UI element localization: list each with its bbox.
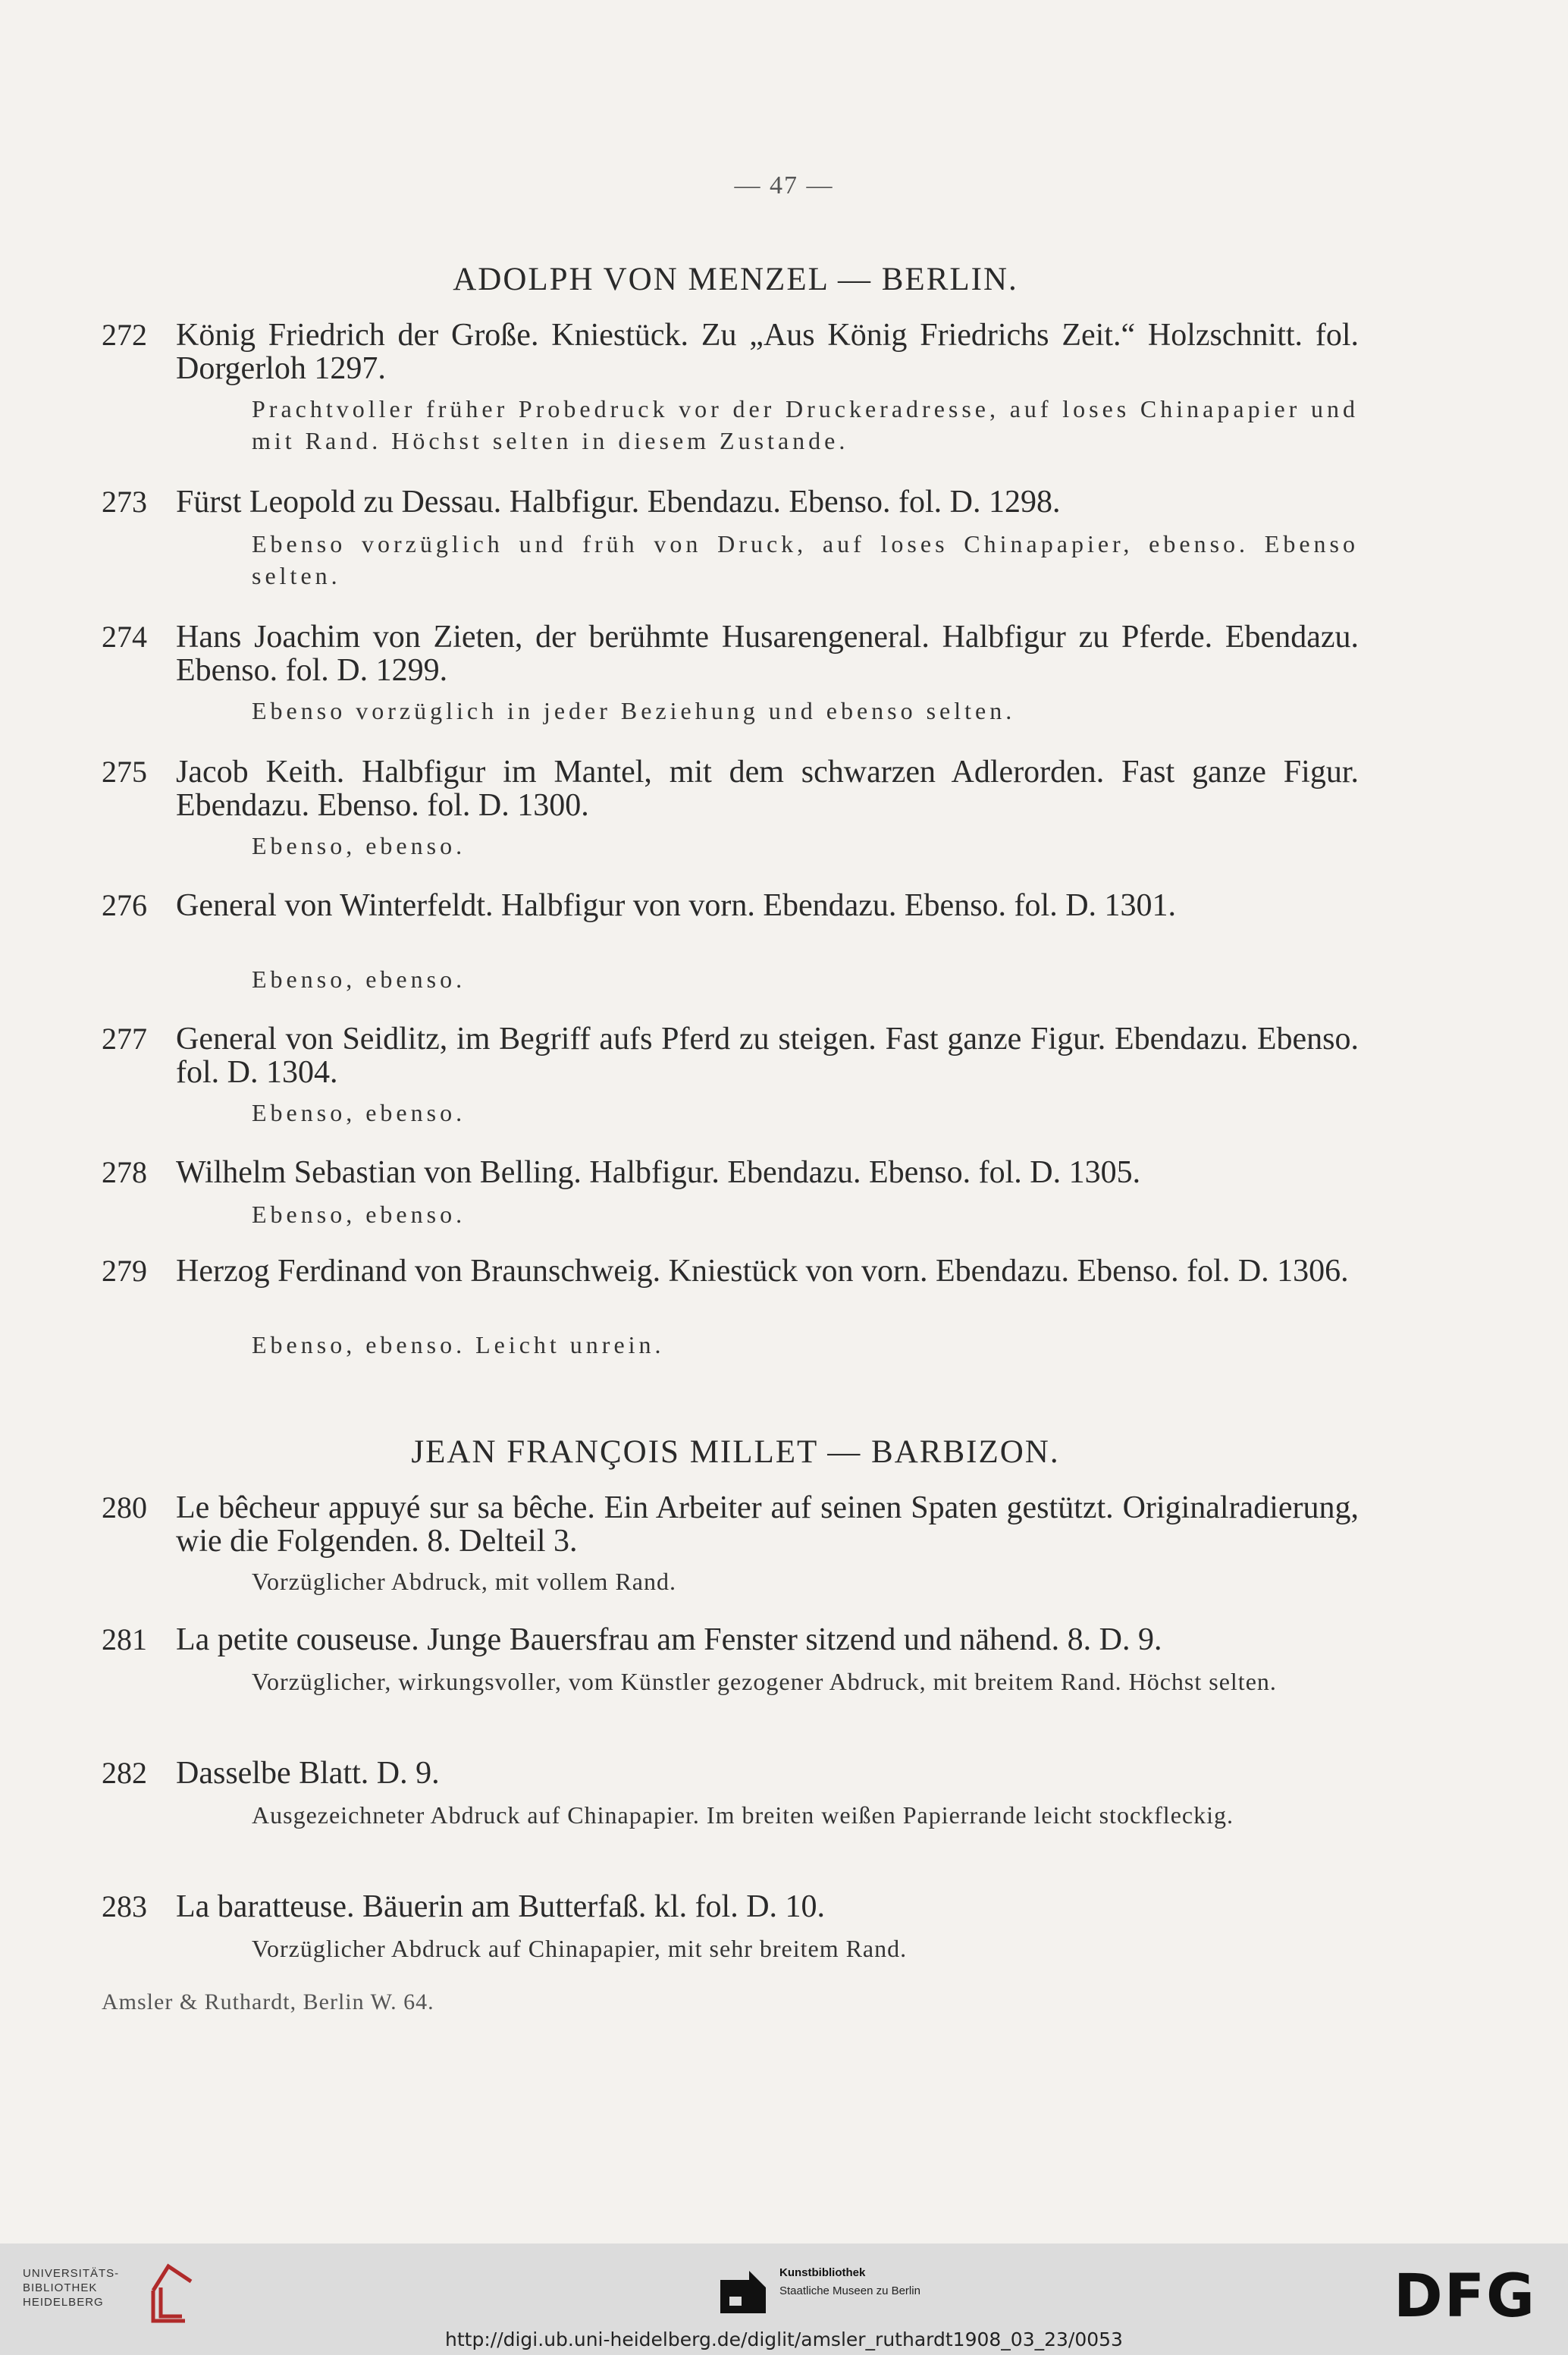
section-title-menzel: ADOLPH VON MENZEL — BERLIN. xyxy=(453,262,1018,297)
section-title-millet: JEAN FRANÇOIS MILLET — BARBIZON. xyxy=(411,1434,1060,1470)
entry-note: Ebenso vorzüglich und früh von Druck, auf loses Chinapapier, ebenso. Ebenso selten. xyxy=(252,530,1359,589)
entry-description: General von Seidlitz, im Begriff aufs Pferd zu steigen. Fast ganze Figur. Ebendazu. Ebenso. fol. D. 1304. xyxy=(176,1022,1359,1090)
printer-imprint: Amsler & Ruthardt, Berlin W. 64. xyxy=(102,1989,434,2014)
entry-description: König Friedrich der Große. Kniestück. Zu „Aus König Friedrichs Zeit.“ Holzschnitt. fol. Dorgerloh 1297. xyxy=(176,318,1359,386)
entry-note: Ebenso, ebenso. Leicht unrein. xyxy=(252,1331,665,1358)
entry-number: 283 xyxy=(102,1889,147,1923)
entry-description: Jacob Keith. Halbfigur im Mantel, mit dem schwarzen Adlerorden. Fast ganze Figur. Ebendazu. Ebenso. fol. D. 1300. xyxy=(176,755,1359,823)
entry-number: 278 xyxy=(102,1155,147,1189)
entry-description: Le bêcheur appuyé sur sa bêche. Ein Arbeiter auf seinen Spaten gestützt. Originalradierung, wie die Folgenden. 8. Delteil 3. xyxy=(176,1490,1359,1559)
entry-description: Dasselbe Blatt. D. 9. xyxy=(176,1756,440,1791)
kunstbibliothek-icon xyxy=(719,2269,767,2315)
entry-note: Ebenso, ebenso. xyxy=(252,966,466,993)
page-number: — 47 — xyxy=(734,171,834,199)
kunstbibliothek-logo[interactable] xyxy=(719,2260,1022,2313)
entry-number: 281 xyxy=(102,1622,147,1656)
entry-number: 276 xyxy=(102,888,147,922)
university-library-name: UNIVERSITÄTS- BIBLIOTHEK HEIDELBERG xyxy=(23,2267,120,2309)
library-building-icon xyxy=(138,2260,199,2325)
entry-number: 274 xyxy=(102,620,147,654)
entry-note: Vorzüglicher Abdruck auf Chinapapier, mit sehr breitem Rand. xyxy=(252,1935,908,1962)
entry-number: 282 xyxy=(102,1756,147,1790)
viewer-footer xyxy=(0,2244,1568,2355)
entry-note: Ebenso vorzüglich in jeder Beziehung und ebenso selten. xyxy=(252,697,1016,724)
dfg-logo[interactable]: DFG xyxy=(1394,2262,1537,2331)
entry-number: 273 xyxy=(102,485,147,519)
entry-note: Vorzüglicher, wirkungsvoller, vom Künstler gezogener Abdruck, mit breitem Rand. Höchst selten. xyxy=(252,1668,1277,1695)
entry-number: 280 xyxy=(102,1490,147,1524)
entry-description: General von Winterfeldt. Halbfigur von vorn. Ebendazu. Ebenso. fol. D. 1301. xyxy=(176,888,1177,923)
entry-description: La baratteuse. Bäuerin am Butterfaß. kl. fol. D. 10. xyxy=(176,1889,826,1924)
permalink-url[interactable]: http://digi.ub.uni-heidelberg.de/diglit/amsler_ruthardt1908_03_23/0053 xyxy=(445,2328,1123,2350)
entry-description: Fürst Leopold zu Dessau. Halbfigur. Ebendazu. Ebenso. fol. D. 1298. xyxy=(176,485,1061,520)
entry-number: 279 xyxy=(102,1254,147,1288)
entry-note: Ebenso, ebenso. xyxy=(252,832,466,859)
entry-note: Ebenso, ebenso. xyxy=(252,1099,466,1126)
kunstbibliothek-title: Kunstbibliothek xyxy=(779,2266,866,2279)
university-library-logo[interactable] xyxy=(23,2260,205,2328)
entry-description: Hans Joachim von Zieten, der berühmte Husarengeneral. Halbfigur zu Pferde. Ebendazu. Ebenso. fol. D. 1299. xyxy=(176,620,1359,688)
entry-note: Ausgezeichneter Abdruck auf Chinapapier. Im breiten weißen Papierrande leicht stockfleckig. xyxy=(252,1801,1234,1829)
entry-note: Vorzüglicher Abdruck, mit vollem Rand. xyxy=(252,1568,676,1595)
entry-number: 272 xyxy=(102,318,147,352)
entry-number: 275 xyxy=(102,755,147,789)
entry-description: Herzog Ferdinand von Braunschweig. Kniestück von vorn. Ebendazu. Ebenso. fol. D. 1306. xyxy=(176,1254,1349,1289)
entry-note: Ebenso, ebenso. xyxy=(252,1201,466,1228)
entry-description: Wilhelm Sebastian von Belling. Halbfigur. Ebendazu. Ebenso. fol. D. 1305. xyxy=(176,1155,1141,1190)
entry-note: Prachtvoller früher Probedruck vor der Druckeradresse, auf loses Chinapapier und mit Rand. Höchst selten in diesem Zustande. xyxy=(252,395,1359,454)
entry-number: 277 xyxy=(102,1022,147,1056)
entry-description: La petite couseuse. Junge Bauersfrau am Fenster sitzend und nähend. 8. D. 9. xyxy=(176,1622,1162,1657)
kunstbibliothek-subtitle: Staatliche Museen zu Berlin xyxy=(779,2284,920,2297)
